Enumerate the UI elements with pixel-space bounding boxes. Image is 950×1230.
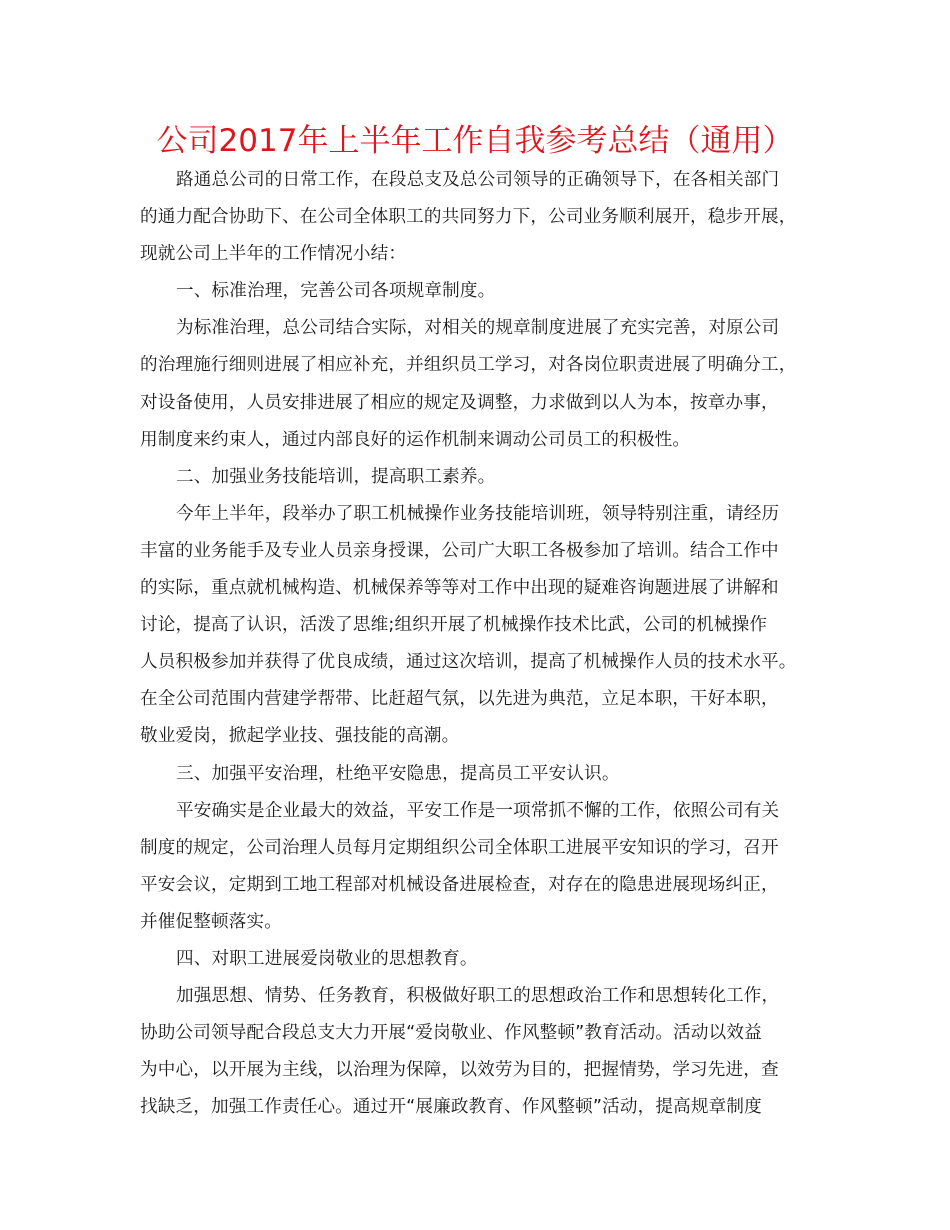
- text-line: 在全公司范围内营建学帮带、比赶超气氛，以先进为典范，立足本职，干好本职，: [140, 689, 779, 710]
- text-line: 敬业爱岗，掀起学业技、强技能的高潮。: [140, 726, 460, 747]
- text-line: 的通力配合协助下、在公司全体职工的共同努力下，公司业务顺利展开，稳步开展，: [140, 207, 797, 228]
- text-line: 一、标准治理，完善公司各项规章制度。: [176, 281, 496, 302]
- text-line: 二、加强业务技能培训，提高职工素养。: [176, 466, 496, 487]
- text-line: 对设备使用，人员安排进展了相应的规定及调整，力求做到以人为本，按章办事，: [140, 392, 779, 413]
- text-line: 的治理施行细则进展了相应补充，并组织员工学习，对各岗位职责进展了明确分工，: [140, 355, 797, 376]
- text-line: 现就公司上半年的工作情况小结：: [140, 244, 407, 265]
- text-line: 平安会议，定期到工地工程部对机械设备进展检查，对存在的隐患进展现场纠正，: [140, 874, 779, 895]
- text-line: 路通总公司的日常工作，在段总支及总公司领导的正确领导下，在各相关部门: [176, 170, 780, 190]
- text-line: 的实际，重点就机械构造、机械保养等等对工作中出现的疑难咨询题进展了讲解和: [140, 578, 779, 599]
- document-body: [140, 162, 820, 1126]
- text-line: 并催促整顿落实。: [140, 911, 282, 932]
- text-line: 找缺乏，加强工作责任心。通过开“展廉政教育、作风整顿”活动，提高规章制度: [140, 1097, 762, 1118]
- text-line: 用制度来约束人，通过内部良好的运作机制来调动公司员工的积极性。: [140, 429, 691, 450]
- text-line: 制度的规定，公司治理人员每月定期组织公司全体职工进展平安知识的学习，召开: [140, 837, 779, 858]
- text-line: 为中心，以开展为主线，以治理为保障，以效劳为目的，把握情势，学习先进，查: [140, 1060, 779, 1081]
- text-line: 丰富的业务能手及专业人员亲身授课，公司广大职工各极参加了培训。结合工作中: [140, 540, 779, 561]
- text-line: 讨论，提高了认识，活泼了思维;组织开展了机械操作技术比武，公司的机械操作: [140, 615, 768, 636]
- text-line: 协助公司领导配合段总支大力开展“爱岗敬业、作风整顿”教育活动。活动以效益: [140, 1023, 762, 1044]
- text-line: 加强思想、情势、任务教育，积极做好职工的思想政治工作和思想转化工作，: [176, 986, 780, 1007]
- document-title: 公司2017年上半年工作自我参考总结（通用）: [156, 123, 794, 159]
- text-line: 四、对职工进展爱岗敬业的思想教育。: [176, 948, 478, 969]
- text-line: 为标准治理，总公司结合实际，对相关的规章制度进展了充实完善，对原公司: [176, 318, 780, 339]
- text-line: 平安确实是企业最大的效益，平安工作是一项常抓不懈的工作，依照公司有关: [176, 800, 780, 821]
- text-line: 今年上半年，段举办了职工机械操作业务技能培训班，领导特别注重，请经历: [176, 503, 780, 524]
- text-line: 人员积极参加并获得了优良成绩，通过这次培训，提高了机械操作人员的技术水平。: [140, 652, 797, 673]
- text-line: 三、加强平安治理，杜绝平安隐患，提高员工平安认识。: [176, 763, 620, 784]
